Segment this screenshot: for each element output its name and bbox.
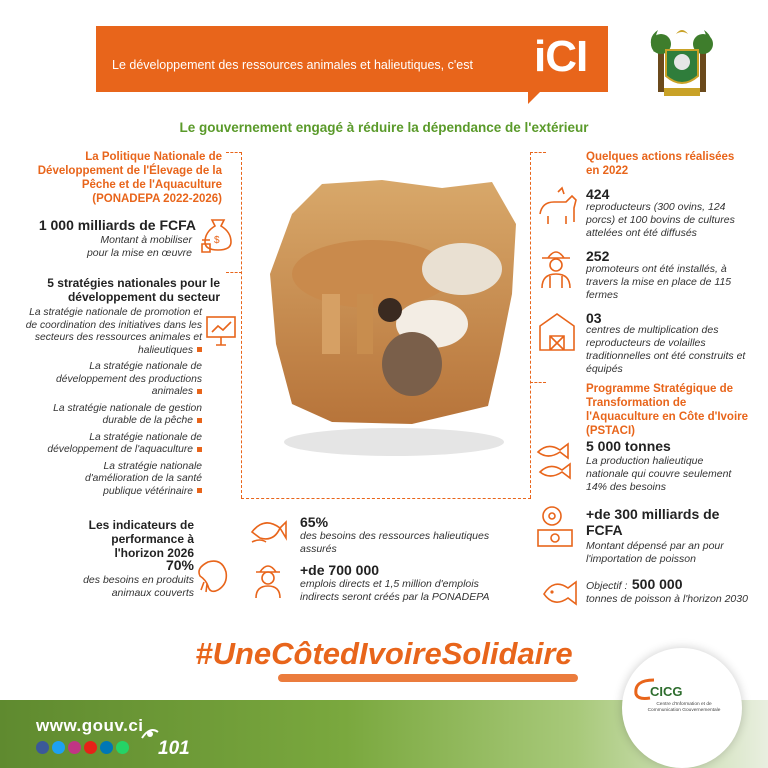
bullet-marker [197, 447, 202, 452]
right-dashed-tick [530, 382, 546, 383]
youtube-icon[interactable] [84, 741, 97, 754]
fish-icon [248, 512, 288, 548]
pstaci-money: +de 300 milliards de FCFA [586, 506, 720, 538]
action1-number: 424 [586, 186, 610, 202]
strategy-item: La stratégie nationale d'amélioration de la santé publique vétérinaire [84, 460, 202, 497]
banner-text: Le développement des ressources animales et halieutiques, c'est [112, 58, 473, 72]
livestock-icon [536, 184, 582, 226]
banner-tail [528, 90, 542, 104]
policy-amount: 1 000 milliards de FCFA [38, 217, 196, 233]
right-dashed-line [530, 152, 531, 498]
indicator-pct2-desc: des besoins des ressources halieutiques assurés [300, 530, 490, 555]
fish-outline-icon [540, 574, 580, 612]
strategies-list [16, 307, 202, 498]
money-bag-icon [198, 214, 238, 254]
coat-of-arms-logo [636, 22, 728, 104]
action2-desc: promoteurs ont été installés, à travers la mise en place de 115 fermes [586, 263, 732, 301]
banner-ici: iCI [534, 32, 588, 81]
fish-stack-icon [534, 440, 580, 484]
whatsapp-icon[interactable] [116, 741, 129, 754]
bullet-marker [197, 488, 202, 493]
pstaci-tonnes-desc: La production halieutique nationale qui couvre seulement 14% des besoins [586, 455, 732, 493]
indicator-jobs-desc: emplois directs et 1,5 million d'emplois indirects seront créés par la PONADEPA [300, 578, 490, 603]
pstaci-objective-desc: tonnes de poisson à l'horizon 2030 [586, 593, 748, 605]
facebook-icon[interactable] [36, 741, 49, 754]
left-dashed-tick [226, 272, 242, 273]
pstaci-objective: Objectif : 500 000 [586, 576, 683, 592]
action3-number: 03 [586, 310, 602, 326]
hashtag: #UneCôtedIvoireSolidaire [195, 636, 573, 671]
strategy-item: La stratégie nationale de développement de l'aquaculture [47, 431, 202, 455]
subtitle: Le gouvernement engagé à réduire la dépendance de l'extérieur [179, 120, 589, 135]
indicator-pct1: 70% [165, 557, 194, 573]
strategy-item: La stratégie nationale de gestion durable de la pêche [53, 402, 202, 426]
presentation-chart-icon [204, 314, 240, 348]
hashtag-underline [278, 674, 578, 682]
indicator-pct1-desc: des besoins en produits animaux couverts [83, 574, 194, 599]
farmer-promoter-icon [536, 246, 578, 292]
farmer-icon [248, 560, 288, 600]
left-dashed-line [241, 152, 242, 498]
pstaci-money-desc: Montant dépensé par an pour l'importation de poisson [586, 540, 724, 565]
linkedin-icon[interactable] [100, 741, 113, 754]
pstaci-title: Programme Stratégique de Transformation de l'Aquaculture en Côte d'Ivoire (PSTACI) [586, 383, 749, 437]
twitter-icon[interactable] [52, 741, 65, 754]
action3-desc: centres de multiplication des reproducteurs de volailles traditionnelles ont été construits et équipés [586, 324, 746, 375]
instagram-icon[interactable] [68, 741, 81, 754]
indicator-pct2: 65% [300, 514, 329, 530]
cicg-fullname: Centre d'Information et de Communication Gouvernementale [647, 702, 721, 713]
hotline-number: 101 [158, 738, 190, 759]
policy-title: La Politique Nationale de Développement de l'Élevage de la Pêche et de l'Aquaculture (PONADEPA 2022-2026) [37, 151, 222, 205]
action1-desc: reproducteurs (300 ovins, 124 porcs) et 100 bovins de cultures attelées ont été diffusés [586, 201, 735, 239]
indicator-jobs: +de 700 000 [300, 562, 380, 578]
strategies-title: 5 stratégies nationales pour le développement du secteur [47, 276, 220, 304]
cattle-map-photo [262, 174, 524, 464]
indicators-title: Les indicateurs de performance à l'horizon 2026 [88, 518, 194, 560]
policy-amount-desc: Montant à mobiliser pour la mise en œuvre [86, 234, 192, 259]
right-dashed-tick [530, 152, 546, 153]
actions-title: Quelques actions réalisées en 2022 [586, 151, 735, 177]
action2-number: 252 [586, 248, 610, 264]
left-dashed-tick [226, 152, 242, 153]
bottom-dashed-line [241, 498, 531, 499]
website-link[interactable]: www.gouv.ci [36, 716, 144, 735]
bullet-marker [197, 347, 202, 352]
strategy-item: La stratégie nationale de promotion et de coordination des initiatives dans les secteurs des ressources animales et halieutiques [25, 307, 202, 356]
bullet-marker [197, 389, 202, 394]
money-gear-icon [534, 502, 580, 550]
bullet-marker [197, 418, 202, 423]
cicg-name: CICG [650, 684, 683, 699]
svg-text:$: $ [214, 235, 220, 246]
strategy-item: La stratégie nationale de développement des productions animales [56, 361, 202, 397]
barn-icon [536, 308, 578, 354]
pstaci-tonnes: 5 000 tonnes [586, 438, 671, 454]
meat-leg-icon [198, 556, 234, 596]
